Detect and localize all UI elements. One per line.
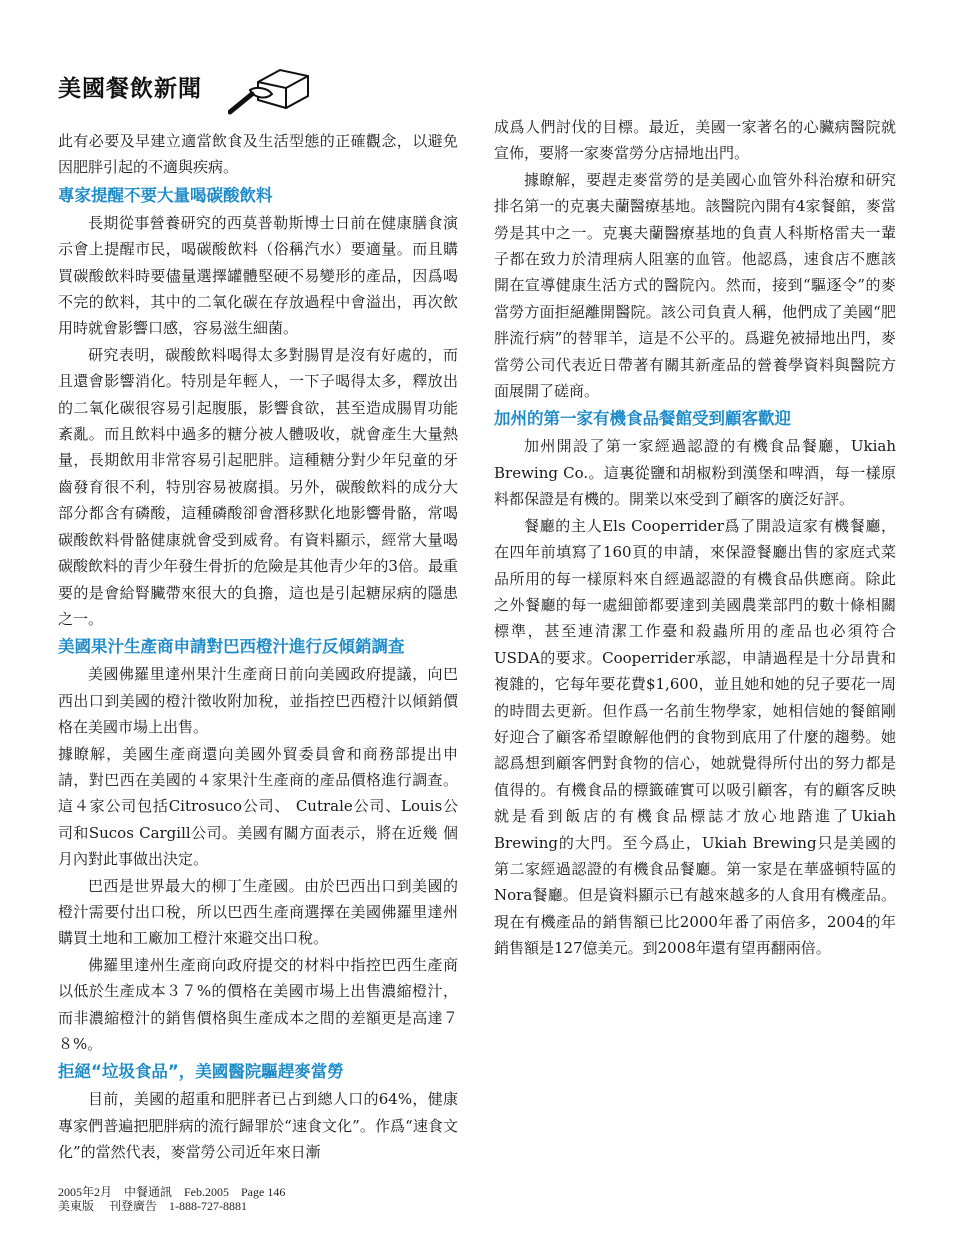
- section-title: 美國餐飲新聞: [58, 76, 202, 102]
- paragraph: 目前，美國的超重和肥胖者已占到總人口的64%，健康專家們普遍把肥胖病的流行歸罪於“速食文化”。作爲“速食文化”的當然代表，麥當勞公司近年來日漸: [58, 1090, 458, 1162]
- left-column: [58, 128, 458, 1166]
- butter-knife-icon: [228, 60, 318, 116]
- heading-carbonated-drinks: 專家提醒不要大量喝碳酸飲料: [58, 185, 273, 205]
- paragraph: 巴西是世界最大的柳丁生產國。由於巴西出口到美國的橙汁需要付出口稅，所以巴西生產商選擇在美國佛羅里達州購買土地和工廠加工橙汁來避交出口稅。: [58, 876, 458, 948]
- heading-junk-food: 拒絕“垃圾食品”，美國醫院驅趕麥當勞: [58, 1062, 344, 1082]
- footer-date-page: 2005年2月 中餐通訊 Feb.2005 Page 146: [58, 1185, 286, 1199]
- paragraph: 據瞭解，美國生產商還向美國外貿委員會和商務部提出申請，對巴西在美國的４家果汁生產商的產品價格進行調查。這４家公司包括Citrosuco公司、 Cutrale公司、Louis公司和Sucos Cargill公司。美國有關方面表示，將在近幾 個月內對此事做出決定。: [58, 744, 458, 869]
- intro-paragraph: 此有必要及早建立適當飲食及生活型態的正確觀念，以避免因肥胖引起的不適與疾病。: [58, 132, 458, 177]
- footer-advertising: 美東版 刊登廣告 1-888-727-8881: [58, 1199, 247, 1213]
- paragraph: 餐廳的主人Els Cooperrider爲了開設這家有機餐廳，在四年前填寫了160頁的申請，來保證餐廳出售的家庭式菜品所用的每一樣原料來自經過認證的有機食品供應商。除此之外餐廳的每一處細節都要達到美國農業部門的數十條相關標準，甚至連清潔工作臺和殺蟲所用的產品也必須符合USDA的要求。Cooperrider承認，申請過程是十分昂貴和複雜的，它每年要花費$1,600，並且她和她的兒子要花一周的時間去更新。但作爲一名前生物學家，她相信她的餐館剛好迎合了顧客希望瞭解他們的食物到底用了什麼的趨勢。她認爲想到顧客們對食物的信心，她就覺得所付出的努力都是值得的。有機食品的標籤確實可以吸引顧客，有的顧客反映就是看到飯店的有機食品標誌才放心地踏進了Ukiah Brewing的大門。至今爲止，Ukiah Brewing只是美國的第二家經過認證的有機食品餐廳。第一家是在華盛頓特區的Nora餐廳。但是資料顯示已有越來越多的人食用有機產品。現在有機產品的銷售額已比2000年番了兩倍多，2004的年銷售額是127億美元。到2008年還有望再翻兩倍。: [494, 516, 896, 958]
- paragraph: 美國佛羅里達州果汁生產商日前向美國政府提議，向巴西出口到美國的橙汁徵收附加稅，並指控巴西橙汁以傾銷價格在美國市場上出售。: [58, 665, 458, 737]
- page-footer: [58, 1185, 285, 1213]
- masthead: [58, 60, 318, 116]
- paragraph: 佛羅里達州生產商向政府提交的材料中指控巴西生產商以低於生產成本３７%的價格在美國市場上出售濃縮橙汁，而非濃縮橙汁的銷售價格與生產成本之間的差額更是高達７８%。: [58, 955, 458, 1053]
- heading-orange-juice: 美國果汁生產商申請對巴西橙汁進行反傾銷調查: [58, 637, 405, 657]
- continued-paragraph: 成爲人們討伐的目標。最近，美國一家著名的心臟病醫院就宣佈，要將一家麥當勞分店掃地出門。: [494, 118, 896, 163]
- heading-organic-restaurant: 加州的第一家有機食品餐館受到顧客歡迎: [494, 409, 791, 429]
- paragraph: 研究表明，碳酸飲料喝得太多對腸胃是沒有好處的，而且還會影響消化。特別是年輕人，一下子喝得太多，釋放出的二氧化碳很容易引起腹脹，影響食欲，甚至造成腸胃功能紊亂。而且飲料中過多的糖分被人體吸收，就會產生大量熱量，長期飲用非常容易引起肥胖。這種糖分對少年兒童的牙齒發育很不利，特別容易被腐損。另外，碳酸飲料的成分大部分都含有磷酸，這種磷酸卻會潛移默化地影響骨骼，常喝碳酸飲料骨骼健康就會受到威脅。有資料顯示，經常大量喝碳酸飲料的青少年發生骨折的危險是其他青少年的3倍。最重要的是會給腎臟帶來很大的負擔，這也是引起糖尿病的隱患之一。: [58, 345, 458, 628]
- paragraph: 加州開設了第一家經過認證的有機食品餐廳，Ukiah Brewing Co.。這裏從鹽和胡椒粉到漢堡和啤酒，每一樣原料都保證是有機的。開業以來受到了顧客的廣泛好評。: [494, 437, 896, 509]
- right-column: [494, 114, 896, 962]
- paragraph: 據瞭解，要趕走麥當勞的是美國心血管外科治療和研究排名第一的克裏夫蘭醫療基地。該醫院內開有4家餐館，麥當勞是其中之一。克裏夫蘭醫療基地的負責人科斯格雷夫一輩子都在致力於清理病人阻塞的血管。他認爲，速食店不應該開在宣導健康生活方式的醫院內。然而，接到“驅逐令”的麥當勞方面拒絕離開醫院。該公司負責人稱，他們成了美國“肥胖流行病”的替罪羊，這是不公平的。爲避免被掃地出門，麥當勞公司代表近日帶著有關其新產品的營養學資料與醫院方面展開了磋商。: [494, 170, 896, 401]
- paragraph: 長期從事營養研究的西莫普勒斯博士日前在健康膳食演示會上提醒市民，喝碳酸飲料（俗稱汽水）要適量。而且購買碳酸飲料時要儘量選擇罐體堅硬不易變形的產品，因爲喝不完的飲料，其中的二氧化碳在存放過程中會溢出，再次飲用時就會影響口感，容易滋生細菌。: [58, 213, 458, 338]
